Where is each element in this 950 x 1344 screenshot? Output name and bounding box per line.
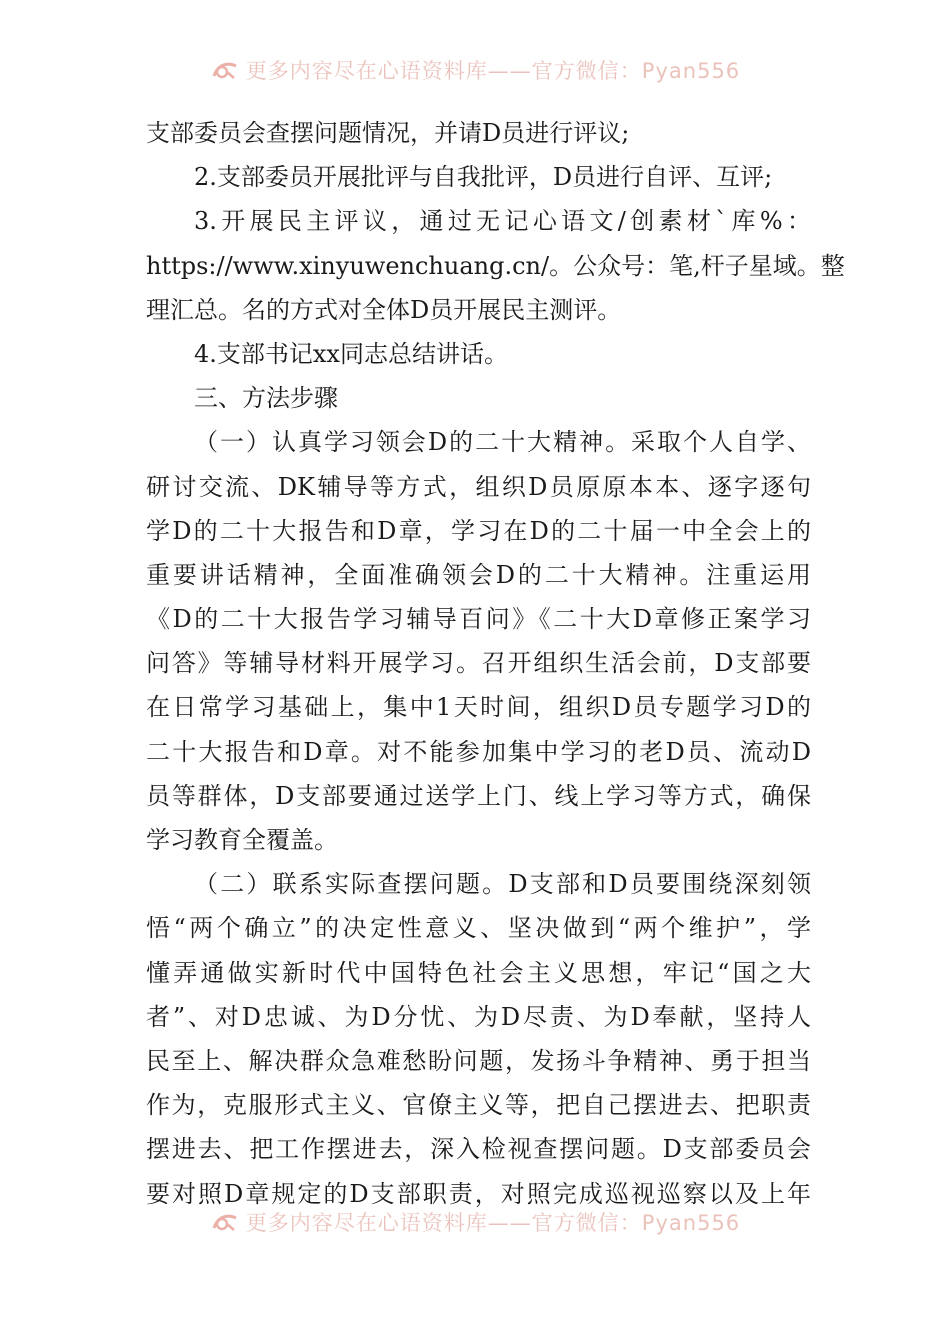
text-line: 悟“两个确立”的决定性意义、坚决做到“两个维护”，学 xyxy=(146,914,811,943)
text-line: 作为，克服形式主义、官僚主义等，把自己摆进去、把职责 xyxy=(146,1091,811,1120)
text-line: 研讨交流、DK辅导等方式，组织D员原原本本、逐字逐句 xyxy=(146,472,811,501)
text-line: https://www.xinyuwenchuang.cn/。公众号：笔,杆子星域。整 xyxy=(146,251,845,280)
watermark-top xyxy=(0,50,950,90)
text-line: 二十大报告和D章。对不能参加集中学习的老D员、流动D xyxy=(146,737,811,766)
text-line: 2.支部委员开展批评与自我批评，D员进行自评、互评; xyxy=(194,163,773,192)
text-line: 理汇总。名的方式对全体D员开展民主测评。 xyxy=(146,295,622,324)
text-line: 在日常学习基础上，集中1天时间，组织D员专题学习D的 xyxy=(146,693,811,722)
text-line: 懂弄通做实新时代中国特色社会主义思想，牢记“国之大 xyxy=(146,958,811,987)
watermark-bottom xyxy=(0,1202,950,1242)
document-body xyxy=(146,111,845,1216)
text-line: 者”、对D忠诚、为D分忧、为D尽责、为D奉献，坚持人 xyxy=(146,1002,811,1031)
watermark-text: 更多内容尽在心语资料库——官方微信：Pyan556 xyxy=(245,59,741,83)
text-line: 问答》等辅导材料开展学习。召开组织生活会前，D支部要 xyxy=(146,649,811,678)
text-line: 摆进去、把工作摆进去，深入检视查摆问题。D支部委员会 xyxy=(146,1135,811,1164)
text-line: 三、方法步骤 xyxy=(194,384,338,413)
text-line: 《D的二十大报告学习辅导百问》《二十大D章修正案学习 xyxy=(146,605,811,634)
text-line: 学习教育全覆盖。 xyxy=(146,826,338,854)
logo-icon xyxy=(210,58,240,82)
text-line: 3.开展民主评议，通过无记心语文/创素材`库%： xyxy=(194,207,811,236)
text-line: 支部委员会查摆问题情况，并请D员进行评议; xyxy=(146,119,630,147)
text-line: 要对照D章规定的D支部职责，对照完成巡视巡察以及上年 xyxy=(146,1179,811,1208)
text-line: （二）联系实际查摆问题。D支部和D员要围绕深刻领 xyxy=(194,870,811,899)
text-line: 学D的二十大报告和D章，学习在D的二十届一中全会上的 xyxy=(146,516,811,545)
text-line: （一）认真学习领会D的二十大精神。采取个人自学、 xyxy=(194,428,811,457)
text-line: 民至上、解决群众急难愁盼问题，发扬斗争精神、勇于担当 xyxy=(146,1046,811,1075)
text-line: 员等群体，D支部要通过送学上门、线上学习等方式，确保 xyxy=(146,781,811,810)
text-line: 4.支部书记xx同志总结讲话。 xyxy=(194,339,508,368)
logo-icon xyxy=(210,1210,240,1234)
watermark-text: 更多内容尽在心语资料库——官方微信：Pyan556 xyxy=(245,1211,741,1235)
text-line: 重要讲话精神，全面准确领会D的二十大精神。注重运用 xyxy=(146,560,811,589)
